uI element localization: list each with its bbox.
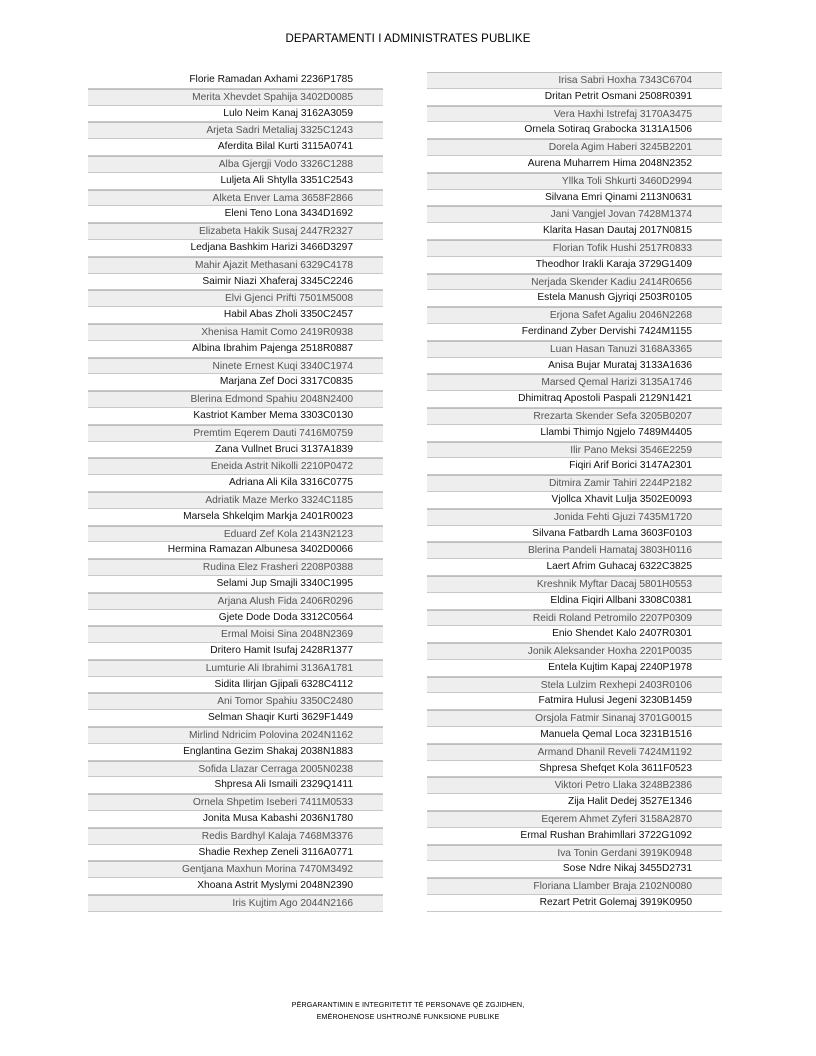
list-item: Marsed Qemal Harizi 3135A1746 — [427, 374, 722, 391]
page-footer — [0, 999, 816, 1023]
list-item: Vera Haxhi Istrefaj 3170A3475 — [427, 106, 722, 123]
list-item: Elvi Gjenci Prifti 7501M5008 — [88, 290, 383, 307]
list-item: Blerina Pandeli Hamataj 3803H0116 — [427, 542, 722, 559]
list-item: Zija Halit Dedej 3527E1346 — [427, 794, 722, 811]
list-item: Shpresa Ali Ismaili 2329Q1411 — [88, 777, 383, 794]
list-item: Yllka Toli Shkurti 3460D2994 — [427, 173, 722, 190]
list-item: Shadie Rexhep Zeneli 3116A0771 — [88, 845, 383, 862]
list-item: Vjollca Xhavit Lulja 3502E0093 — [427, 492, 722, 509]
list-item: Iris Kujtim Ago 2044N2166 — [88, 895, 383, 912]
list-item: Silvana Fatbardh Lama 3603F0103 — [427, 526, 722, 543]
left-name-list — [88, 72, 383, 912]
list-item: Stela Lulzim Rexhepi 2403R0106 — [427, 677, 722, 694]
list-item: Eqerem Ahmet Zyferi 3158A2870 — [427, 811, 722, 828]
list-item: Lulo Neim Kanaj 3162A3059 — [88, 106, 383, 123]
list-item: Ornela Sotiraq Grabocka 3131A1506 — [427, 122, 722, 139]
list-item: Sofida Llazar Cerraga 2005N0238 — [88, 761, 383, 778]
list-item: Lumturie Ali Ibrahimi 3136A1781 — [88, 660, 383, 677]
list-item: Silvana Emri Qinami 2113N0631 — [427, 190, 722, 207]
list-item: Ninete Ernest Kuqi 3340C1974 — [88, 358, 383, 375]
list-item: Luljeta Ali Shtylla 3351C2543 — [88, 173, 383, 190]
list-item: Orsjola Fatmir Sinanaj 3701G0015 — [427, 710, 722, 727]
list-item: Blerina Edmond Spahiu 2048N2400 — [88, 391, 383, 408]
list-item: Ermal Moisi Sina 2048N2369 — [88, 626, 383, 643]
list-item: Dhimitraq Apostoli Paspali 2129N1421 — [427, 391, 722, 408]
list-item: Selami Jup Smajli 3340C1995 — [88, 576, 383, 593]
list-item: Entela Kujtim Kapaj 2240P1978 — [427, 660, 722, 677]
list-item: Kastriot Kamber Mema 3303C0130 — [88, 408, 383, 425]
list-item: Florie Ramadan Axhami 2236P1785 — [88, 72, 383, 89]
list-item: Adriana Ali Kila 3316C0775 — [88, 475, 383, 492]
list-item: Anisa Bujar Murataj 3133A1636 — [427, 358, 722, 375]
list-item: Eduard Zef Kola 2143N2123 — [88, 526, 383, 543]
list-item: Alketa Enver Lama 3658F2866 — [88, 190, 383, 207]
list-item: Laert Afrim Guhacaj 6322C3825 — [427, 559, 722, 576]
list-item: Dritero Hamit Isufaj 2428R1377 — [88, 643, 383, 660]
list-item: Xhenisa Hamit Como 2419R0938 — [88, 324, 383, 341]
list-item: Marsela Shkelqim Markja 2401R0023 — [88, 509, 383, 526]
list-item: Sidita Ilirjan Gjipali 6328C4112 — [88, 677, 383, 694]
list-item: Adriatik Maze Merko 3324C1185 — [88, 492, 383, 509]
list-item: Zana Vullnet Bruci 3137A1839 — [88, 442, 383, 459]
list-item: Marjana Zef Doci 3317C0835 — [88, 374, 383, 391]
page-title: DEPARTAMENTI I ADMINISTRATES PUBLIKE — [285, 33, 531, 45]
list-item: Selman Shaqir Kurti 3629F1449 — [88, 710, 383, 727]
list-item: Shpresa Shefqet Kola 3611F0523 — [427, 761, 722, 778]
list-item: Manuela Qemal Loca 3231B1516 — [427, 727, 722, 744]
list-item: Fatmira Hulusi Jegeni 3230B1459 — [427, 693, 722, 710]
list-item: Rrezarta Skender Sefa 3205B0207 — [427, 408, 722, 425]
list-item: Eneida Astrit Nikolli 2210P0472 — [88, 458, 383, 475]
list-item: Viktori Petro Llaka 3248B2386 — [427, 777, 722, 794]
list-item: Gentjana Maxhun Morina 7470M3492 — [88, 861, 383, 878]
list-item: Florian Tofik Hushi 2517R0833 — [427, 240, 722, 257]
list-item: Ermal Rushan Brahimllari 3722G1092 — [427, 828, 722, 845]
list-item: Nerjada Skender Kadiu 2414R0656 — [427, 274, 722, 291]
list-item: Ornela Shpetim Iseberi 7411M0533 — [88, 794, 383, 811]
list-item: Enio Shendet Kalo 2407R0301 — [427, 626, 722, 643]
list-item: Estela Manush Gjyriqi 2503R0105 — [427, 290, 722, 307]
list-item: Eldina Fiqiri Allbani 3308C0381 — [427, 593, 722, 610]
list-item: Ferdinand Zyber Dervishi 7424M1155 — [427, 324, 722, 341]
footer-line-1: PËRGARANTIMIN E INTEGRITETIT TË PERSONAVE QË ZGJIDHEN, — [291, 1000, 525, 1009]
list-item: Dorela Agim Haberi 3245B2201 — [427, 139, 722, 156]
list-item: Erjona Safet Agaliu 2046N2268 — [427, 307, 722, 324]
list-item: Arjeta Sadri Metaliaj 3325C1243 — [88, 122, 383, 139]
list-item: Armand Dhanil Reveli 7424M1192 — [427, 744, 722, 761]
right-name-list — [427, 72, 722, 912]
list-item: Ilir Pano Meksi 3546E2259 — [427, 442, 722, 459]
list-item: Redis Bardhyl Kalaja 7468M3376 — [88, 828, 383, 845]
list-item: Irisa Sabri Hoxha 7343C6704 — [427, 72, 722, 89]
list-item: Ledjana Bashkim Harizi 3466D3297 — [88, 240, 383, 257]
list-item: Luan Hasan Tanuzi 3168A3365 — [427, 341, 722, 358]
list-item: Dritan Petrit Osmani 2508R0391 — [427, 89, 722, 106]
list-item: Premtim Eqerem Dauti 7416M0759 — [88, 425, 383, 442]
list-item: Kreshnik Myftar Dacaj 5801H0553 — [427, 576, 722, 593]
list-item: Jonita Musa Kabashi 2036N1780 — [88, 811, 383, 828]
list-item: Albina Ibrahim Pajenga 2518R0887 — [88, 341, 383, 358]
list-item: Habil Abas Zholi 3350C2457 — [88, 307, 383, 324]
list-item: Rudina Elez Frasheri 2208P0388 — [88, 559, 383, 576]
footer-line-2: EMËROHENOSE USHTROJNË FUNKSIONE PUBLIKE — [316, 1012, 500, 1021]
list-item: Aferdita Bilal Kurti 3115A0741 — [88, 139, 383, 156]
list-item: Ani Tomor Spahiu 3350C2480 — [88, 693, 383, 710]
list-item: Merita Xhevdet Spahija 3402D0085 — [88, 89, 383, 106]
list-item: Fiqiri Arif Borici 3147A2301 — [427, 458, 722, 475]
list-item: Sose Ndre Nikaj 3455D2731 — [427, 861, 722, 878]
list-item: Jani Vangjel Jovan 7428M1374 — [427, 206, 722, 223]
list-item: Iva Tonin Gerdani 3919K0948 — [427, 845, 722, 862]
list-item: Hermina Ramazan Albunesa 3402D0066 — [88, 542, 383, 559]
list-item: Saimir Niazi Xhaferaj 3345C2246 — [88, 274, 383, 291]
list-item: Elizabeta Hakik Susaj 2447R2327 — [88, 223, 383, 240]
list-item: Floriana Llamber Braja 2102N0080 — [427, 878, 722, 895]
list-item: Theodhor Irakli Karaja 3729G1409 — [427, 257, 722, 274]
list-item: Aurena Muharrem Hima 2048N2352 — [427, 156, 722, 173]
list-item: Eleni Teno Lona 3434D1692 — [88, 206, 383, 223]
list-item: Mahir Ajazit Methasani 6329C4178 — [88, 257, 383, 274]
list-item: Gjete Dode Doda 3312C0564 — [88, 610, 383, 627]
list-item: Jonik Aleksander Hoxha 2201P0035 — [427, 643, 722, 660]
list-item: Reidi Roland Petromilo 2207P0309 — [427, 610, 722, 627]
list-item: Xhoana Astrit Myslymi 2048N2390 — [88, 878, 383, 895]
list-item: Englantina Gezim Shakaj 2038N1883 — [88, 744, 383, 761]
list-item: Arjana Alush Fida 2406R0296 — [88, 593, 383, 610]
list-item: Alba Gjergji Vodo 3326C1288 — [88, 156, 383, 173]
list-item: Jonida Fehti Gjuzi 7435M1720 — [427, 509, 722, 526]
list-item: Llambi Thimjo Ngjelo 7489M4405 — [427, 425, 722, 442]
list-item: Rezart Petrit Golemaj 3919K0950 — [427, 895, 722, 912]
list-item: Mirlind Ndricim Polovina 2024N1162 — [88, 727, 383, 744]
list-item: Ditmira Zamir Tahiri 2244P2182 — [427, 475, 722, 492]
list-item: Klarita Hasan Dautaj 2017N0815 — [427, 223, 722, 240]
